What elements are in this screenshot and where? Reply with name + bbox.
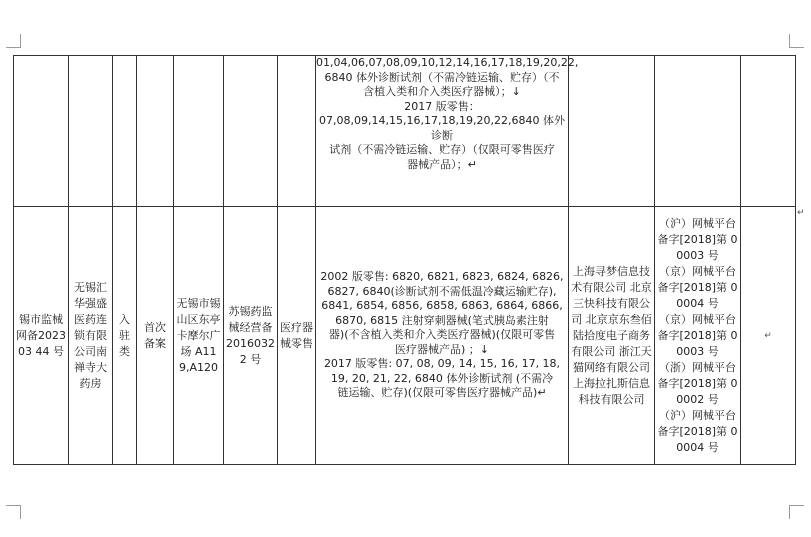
scope-line: 医疗器械产品) ；↓ (394, 342, 489, 356)
cell-empty (655, 56, 741, 207)
license-cell (224, 207, 278, 465)
table-row (14, 56, 796, 207)
record-type-cell (137, 207, 174, 465)
row-end-mark: ↵ (797, 208, 805, 218)
cell-empty (137, 56, 174, 207)
record-type: 首次备案 (144, 320, 166, 350)
scope-line: 01,04,06,07,08,09,10,12,14,16,17,18,19,20,22, (316, 56, 579, 69)
scope-line: 6870, 6815 注射穿刺器械(笔式胰岛素注射 (335, 313, 549, 327)
business-scope-cell (316, 56, 579, 207)
company-name: 无锡汇华强盛医药连锁有限公司南禅寺大药房 (74, 280, 107, 390)
crop-mark-bottom-right-v (789, 505, 790, 519)
platform-record: （沪）网械平台备字[2018]第 00003 号 (657, 216, 738, 262)
scope-line: 试剂（不需冷链运输、贮存）（仅限可零售医疗 (329, 143, 555, 156)
platform-record: （京）网械平台备字[2018]第 00004 号 (657, 264, 738, 310)
crop-mark-bottom-left-h (6, 505, 21, 506)
business-type: 医疗器械零售 (280, 320, 313, 350)
cell-empty (113, 56, 137, 207)
crop-mark-bottom-right-h (789, 505, 804, 506)
scope-line: 2002 版零售: 6820, 6821, 6823, 6824, 6826, (320, 270, 564, 284)
cell-empty (741, 56, 796, 207)
platform-record-cell (655, 207, 741, 465)
cell-empty (278, 56, 316, 207)
platform-record: （沪）网械平台备字[2018]第 00004 号 (657, 408, 738, 454)
company-cell (69, 207, 113, 465)
table-row (14, 207, 796, 465)
scope-line: 2017 版零售: 07, 08, 09, 14, 15, 16, 17, 18, (323, 357, 561, 371)
platform-record: （浙）网械平台备字[2018]第 00002 号 (657, 360, 738, 406)
scope-line: 19, 20, 21, 22, 6840 体外诊断试剂 (不需冷 (330, 371, 554, 385)
record-number-cell (14, 207, 69, 465)
cell-empty (569, 56, 655, 207)
business-scope-cell (316, 207, 569, 465)
platform-cell (569, 207, 655, 465)
category-cell (113, 207, 137, 465)
license-number: 苏锡药监械经营备 20160322 号 (226, 304, 275, 366)
crop-mark-bottom-left-v (20, 505, 21, 519)
cell-empty (741, 207, 796, 465)
platform-record: （京）网械平台备字[2018]第 00003 号 (657, 312, 738, 358)
crop-mark-top-right-v (789, 34, 790, 48)
address-cell (174, 207, 224, 465)
crop-mark-top-right-h (789, 47, 804, 48)
scope-line: 器)(不含植入类和介入类医疗器械)(仅限可零售 (328, 328, 556, 342)
scope-line: 器械产品）；↵ (407, 157, 477, 171)
scope-line: 07,08,09,14,15,16,17,18,19,20,22,6840 体外诊断 (319, 114, 565, 142)
cell-empty (174, 56, 224, 207)
business-cell (278, 207, 316, 465)
platform-companies: 上海寻梦信息技术有限公司 北京三快科技有限公司 北京京东叁佰陆拾度电子商务有限公司 浙江天猫网络有限公司 上海拉扎斯信息科技有限公司 (571, 264, 652, 406)
crop-mark-top-left-h (6, 47, 21, 48)
cell-empty (69, 56, 113, 207)
address: 无锡市锡山区东亭卡摩尔广场 A119,A120 (176, 296, 221, 374)
scope-line: 链运输、贮存)(仅限可零售医疗器械产品)↵ (337, 386, 547, 400)
crop-mark-top-left-v (20, 34, 21, 48)
paragraph-mark: ↵ (764, 330, 772, 341)
scope-line: 6840 体外诊断试剂（不需冷链运输、贮存）（不 (324, 70, 560, 84)
record-table (13, 55, 796, 465)
record-number: 锡市监械网备202303 44 号 (16, 312, 66, 358)
scope-line: 6841, 6854, 6856, 6858, 6863, 6864, 6866, (321, 299, 563, 313)
category: 入驻类 (119, 312, 130, 358)
cell-empty (224, 56, 278, 207)
cell-empty (14, 56, 69, 207)
scope-line: 含植入类和介入类医疗器械）；↓ (363, 85, 521, 98)
scope-line: 6827, 6840(诊断试剂不需低温冷藏运输贮存), (327, 284, 557, 298)
scope-line: 2017 版零售： (404, 99, 480, 113)
